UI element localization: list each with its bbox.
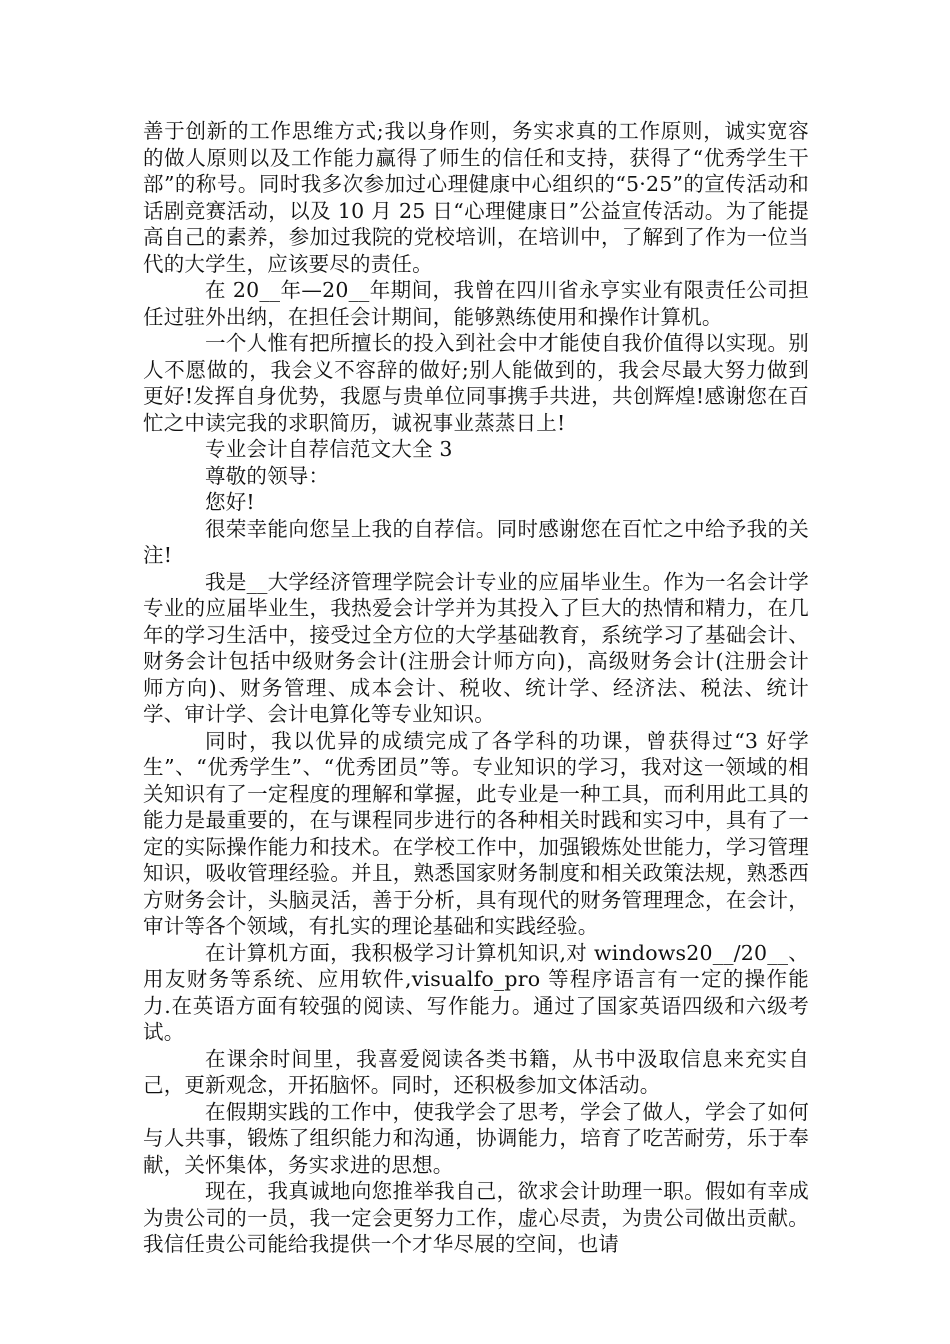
paragraph: 现在，我真诚地向您推举我自己，欲求会计助理一职。假如有幸成为贵公司的一员，我一定会更努力工作，虚心尽责，为贵公司做出贡献。我信任贵公司能给我提供一个才华尽展的空间，也请 — [143, 1179, 809, 1256]
greeting: 您好! — [205, 490, 255, 514]
paragraph: 善于创新的工作思维方式;我以身作则，务实求真的工作原则，诚实宽容的做人原则以及工作能力赢得了师生的信任和支持，获得了“优秀学生干部”的称号。同时我多次参加过心理健康中心组织的“5·25”的宣传活动和话剧竞赛活动，以及 10 月 25 日“心理健康日”公益宣传活动。为了能提高自己的素养，参加过我院的党校培训，在培训中，了解到了作为一位当代的大学生，应该要尽的责任。 — [143, 119, 809, 276]
paragraph: 很荣幸能向您呈上我的自荐信。同时感谢您在百忙之中给予我的关注! — [143, 516, 809, 567]
paragraph: 我是__大学经济管理学院会计专业的应届毕业生。作为一名会计学专业的应届毕业生，我热爱会计学并为其投入了巨大的热情和精力，在几年的学习生活中，接受过全方位的大学基础教育，系统学习了基础会计、财务会计包括中级财务会计(注册会计师方向)，高级财务会计(注册会计师方向)、财务管理、成本会计、税收、统计学、经济法、税法、统计学、审计学、会计电算化等专业知识。 — [143, 569, 809, 726]
salutation: 尊敬的领导： — [205, 463, 330, 488]
paragraph: 在 20__年—20__年期间，我曾在四川省永亨实业有限责任公司担任过驻外出纳，在担任会计期间，能够熟练使用和操作计算机。 — [143, 278, 809, 329]
paragraph: 在假期实践的工作中，使我学会了思考，学会了做人，学会了如何与人共事，锻炼了组织能力和沟通，协调能力，培育了吃苦耐劳，乐于奉献，关怀集体，务实求进的思想。 — [143, 1099, 809, 1177]
document-body — [143, 118, 809, 1258]
paragraph: 在课余时间里，我喜爱阅读各类书籍，从书中汲取信息来充实自己，更新观念，开拓脑怀。同时，还积极参加文体活动。 — [143, 1046, 809, 1097]
paragraph: 在计算机方面，我积极学习计算机知识,对 windows20__/20__、用友财务等系统、应用软件,visualfo_pro 等程序语言有一定的操作能力.在英语方面有较强的阅读、写作能力。通过了国家英语四级和六级考试。 — [143, 940, 809, 1044]
section-title: 专业会计自荐信范文大全 3 — [205, 437, 453, 461]
paragraph: 一个人惟有把所擅长的投入到社会中才能使自我价值得以实现。别人不愿做的，我会义不容辞的做好;别人能做到的，我会尽最大努力做到更好!发挥自身优势，我愿与贵单位同事携手共进，共创辉煌!感谢您在百忙之中读完我的求职简历，诚祝事业蒸蒸日上! — [143, 331, 809, 435]
paragraph: 同时，我以优异的成绩完成了各学科的功课，曾获得过“3 好学生”、“优秀学生”、“优秀团员”等。专业知识的学习，我对这一领域的相关知识有了一定程度的理解和掌握，此专业是一种工具，而利用此工具的能力是最重要的，在与课程同步进行的各种相关时践和实习中，具有了一定的实际操作能力和技术。在学校工作中，加强锻炼处世能力，学习管理知识，吸收管理经验。并且，熟悉国家财务制度和相关政策法规，熟悉西方财务会计，头脑灵活，善于分析，具有现代的财务管理理念，在会计，审计等各个领域，有扎实的理论基础和实践经验。 — [143, 728, 809, 938]
